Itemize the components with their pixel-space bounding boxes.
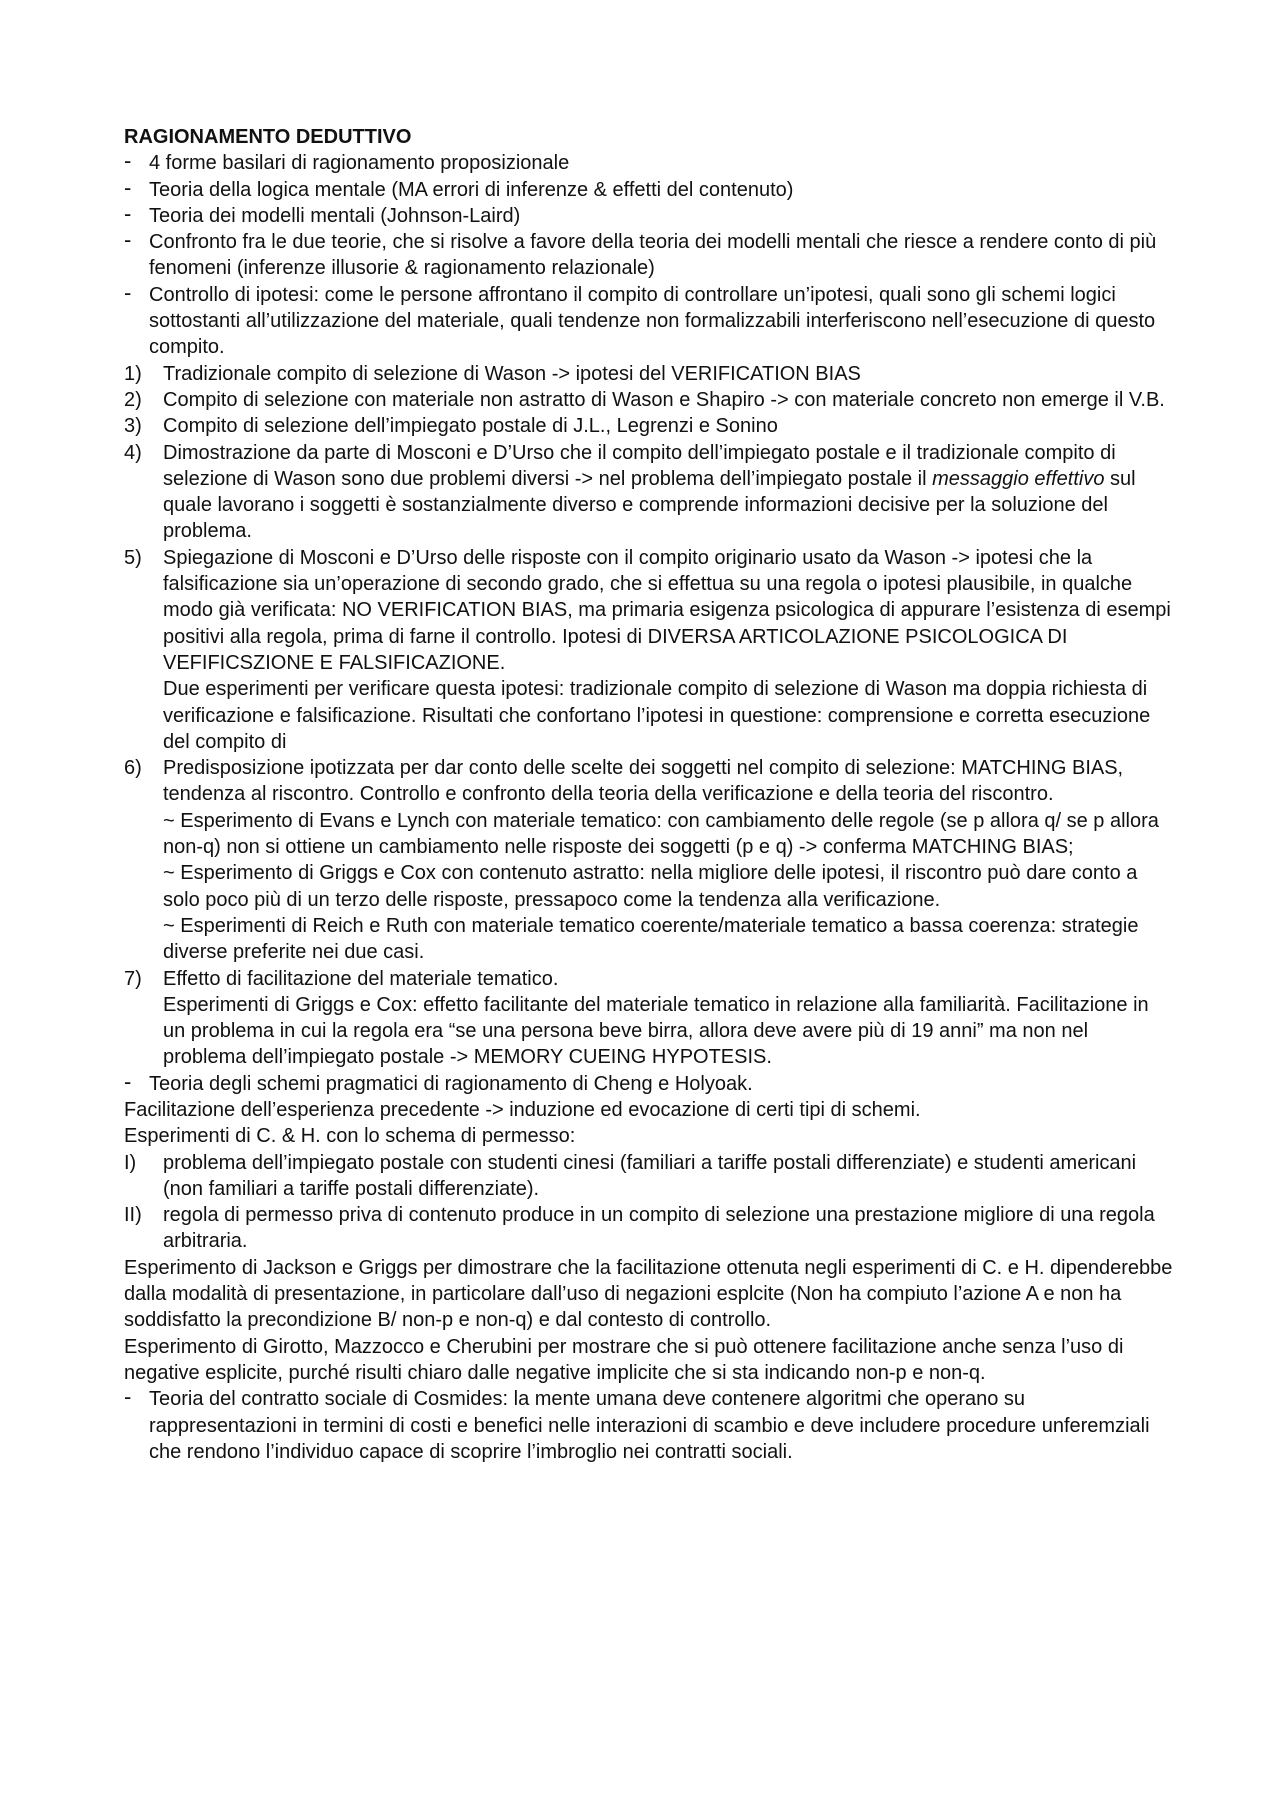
list-item <box>124 1068 1174 1097</box>
document-title: RAGIONAMENTO DEDUTTIVO <box>124 126 412 148</box>
number-marker: 2) <box>124 388 142 411</box>
number-marker: 7) <box>124 967 142 990</box>
experiment-note: ~ Esperimenti di Reich e Ruth con materiale tematico coerente/materiale tematico a bassa coerenza: strategie diverse preferite nei due casi. <box>163 914 1139 964</box>
list-item-text: Teoria della logica mentale (MA errori di inferenze & effetti del contenuto) <box>149 178 794 201</box>
list-item <box>124 200 1174 229</box>
dash-marker: - <box>124 1068 132 1094</box>
dash-marker: - <box>124 174 132 200</box>
experiment-note: ~ Esperimento di Evans e Lynch con materiale tematico: con cambiamento delle regole (se p allora q/ se p allora non-q) non si ottiene un cambiamento nelle risposte dei soggetti (p e q) -> conferma MATCHING BIAS; <box>163 809 1159 859</box>
numbered-item-6 <box>124 755 1174 965</box>
list-item-text: Confronto fra le due teorie, che si risolve a favore della teoria dei modelli mentali che riesce a rendere conto di più fenomeni (inferenze illusorie & ragionamento relazionale) <box>149 231 1157 280</box>
list-item-text: Teoria del contratto sociale di Cosmides: la mente umana deve contenere algoritmi che operano su rappresentazioni in termini di costi e benefici nelle interazioni di scambio e deve includere procedure unferemziali che rendono l’individuo capace di scoprire l’imbroglio nei contratti sociali. <box>149 1388 1150 1463</box>
list-item-text: Teoria degli schemi pragmatici di ragionamento di Cheng e Holyoak. <box>149 1072 753 1095</box>
document-body <box>124 124 1174 1465</box>
list-item <box>124 150 1174 176</box>
list-item <box>124 1386 1174 1465</box>
numbered-item-7 <box>124 966 1174 1071</box>
dash-marker: - <box>124 148 132 174</box>
text-segment: sul quale lavorano i soggetti è sostanzialmente diverso e comprende informazioni decisive per la soluzione del problema. <box>163 467 1136 543</box>
dash-marker: - <box>124 200 132 226</box>
roman-marker: II) <box>124 1204 142 1227</box>
numbered-item-text: Compito di selezione dell’impiegato postale di J.L., Legrenzi e Sonino <box>163 415 778 438</box>
text-segment: Dimostrazione da parte di Mosconi e D’Urso che il compito dell’impiegato postale e il tradizionale compito di selezione di Wason sono due problemi diversi -> nel problema dell’impiegato postale il <box>163 441 1116 490</box>
italic-phrase: messaggio effettivo <box>932 467 1105 490</box>
numbered-item-text: Compito di selezione con materiale non astratto di Wason e Shapiro -> con materiale concreto non emerge il V.B. <box>163 388 1165 411</box>
numbered-item-text: Predisposizione ipotizzata per dar conto delle scelte dei soggetti nel compito di selezione: MATCHING BIAS, tendenza al riscontro. Controllo e confronto della teoria della verificazione e della teoria del riscontro. <box>163 757 1124 806</box>
numbered-item-2 <box>124 387 1174 413</box>
list-item-text: 4 forme basilari di ragionamento proposizionale <box>149 152 570 175</box>
paragraph: Esperimento di Girotto, Mazzocco e Cherubini per mostrare che si può ottenere facilitazione anche senza l’uso di negative esplicite, purché risulti chiaro dalle negative implicite che si sta indicando non-p e non-q. <box>124 1335 1124 1384</box>
roman-marker: I) <box>124 1151 137 1174</box>
numbered-item-3 <box>124 413 1174 439</box>
numbered-item-text: Tradizionale compito di selezione di Wason -> ipotesi del VERIFICATION BIAS <box>163 362 861 385</box>
sub-paragraph: Esperimenti di Griggs e Cox: effetto facilitante del materiale tematico in relazione alla familiarità. Facilitazione in un problema in cui la regola era “se una persona beve birra, allora deve avere più di 19 anni” ma non nel problema dell’impiegato postale -> MEMORY CUEING HYPOTESIS. <box>163 993 1149 1069</box>
list-item-text: Teoria dei modelli mentali (Johnson-Laird) <box>149 204 521 227</box>
number-marker: 1) <box>124 362 142 385</box>
number-marker: 3) <box>124 415 142 438</box>
numbered-item-text: Spiegazione di Mosconi e D’Urso delle risposte con il compito originario usato da Wason -> ipotesi che la falsificazione sia un’operazione di secondo grado, che si effettua su una regola o ipotesi plausibile, in qualche modo già verificata: NO VERIFICATION BIAS, ma primaria esigenza psicologica di appurare l’esistenza di esempi positivi alla regola, prima di farne il controllo. Ipotesi di DIVERSA ARTICOLAZIONE PSICOLOGICA DI VEFIFICSZIONE E FALSIFICAZIONE. <box>163 546 1171 674</box>
paragraph: Esperimento di Jackson e Griggs per dimostrare che la facilitazione ottenuta negli esperimenti di C. e H. dipenderebbe dalla modalità di presentazione, in particolare dall’uso di negazioni esplcite (Non ha compiuto l’azione A e non ha soddisfatto la precondizione B/ non-p e non-q) e dal contesto di controllo. <box>124 1256 1173 1332</box>
number-marker: 4) <box>124 441 142 464</box>
numbered-item-text: Effetto di facilitazione del materiale tematico. <box>163 967 559 990</box>
roman-item <box>124 1202 1174 1255</box>
roman-item-text: regola di permesso priva di contenuto produce in un compito di selezione una prestazione migliore di una regola arbitraria. <box>163 1204 1155 1253</box>
paragraph: Facilitazione dell’esperienza precedente -> induzione ed evocazione di certi tipi di schemi. <box>124 1098 921 1121</box>
paragraph: Esperimenti di C. & H. con lo schema di permesso: <box>124 1125 576 1148</box>
sub-paragraph: Due esperimenti per verificare questa ipotesi: tradizionale compito di selezione di Wason ma doppia richiesta di verificazione e falsificazione. Risultati che confortano l’ipotesi in questione: comprensione e corretta esecuzione del compito di <box>163 678 1151 753</box>
roman-item <box>124 1150 1174 1203</box>
number-marker: 6) <box>124 757 142 780</box>
dash-marker: - <box>124 279 132 305</box>
list-item <box>124 174 1174 203</box>
list-item-text: Controllo di ipotesi: come le persone affrontano il compito di controllare un’ipotesi, quali sono gli schemi logici sottostanti all’utilizzazione del materiale, quali tendenze non formalizzabili interferiscono nell’esecuzione di questo compito. <box>149 283 1156 359</box>
dash-marker: - <box>124 227 132 253</box>
dash-marker: - <box>124 1384 132 1410</box>
roman-item-text: problema dell’impiegato postale con studenti cinesi (familiari a tariffe postali differenziate) e studenti americani (non familiari a tariffe postali differenziate). <box>163 1151 1137 1200</box>
experiment-note: ~ Esperimento di Griggs e Cox con contenuto astratto: nella migliore delle ipotesi, il riscontro può dare conto a solo poco più di un terzo delle risposte, pressapoco come la tendenza alla verificazione. <box>163 862 1138 911</box>
list-item <box>124 279 1174 361</box>
numbered-item-text <box>163 442 1136 543</box>
numbered-item-4 <box>124 440 1174 545</box>
list-item <box>124 229 1174 282</box>
numbered-item-5 <box>124 545 1174 755</box>
numbered-item-1 <box>124 361 1174 387</box>
number-marker: 5) <box>124 546 142 569</box>
